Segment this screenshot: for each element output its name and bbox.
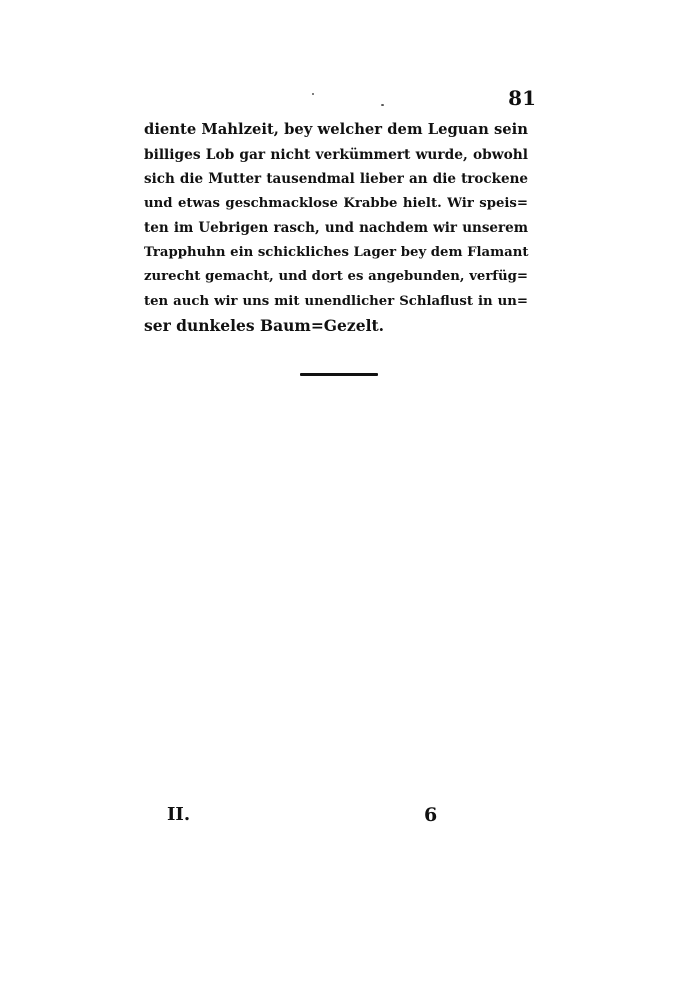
- text-line: ten im Uebrigen rasch, und nachdem wir unserem: [144, 220, 528, 236]
- text-line: billiges Lob gar nicht verkümmert wurde, obwohl: [144, 146, 528, 163]
- page-number: 81: [508, 86, 536, 110]
- body-paragraph: [144, 118, 528, 339]
- text-line: ten auch wir uns mit unendlicher Schlaflust in un=: [144, 293, 528, 309]
- text-line: Trapphuhn ein schickliches Lager bey dem Flamant: [144, 244, 529, 260]
- text-line: diente Mahlzeit, bey welcher dem Leguan sein: [144, 121, 528, 138]
- ink-speck: [381, 104, 384, 106]
- text-line: zurecht gemacht, und dort es angebunden, verfüg=: [144, 269, 528, 284]
- section-end-rule: [300, 373, 378, 376]
- printer-signature: II.: [167, 804, 191, 825]
- ink-speck: [312, 93, 314, 95]
- sheet-number: 6: [424, 804, 438, 826]
- text-line: und etwas geschmacklose Krabbe hielt. Wir speis=: [144, 195, 528, 211]
- text-line: ser dunkeles Baum=Gezelt.: [144, 316, 385, 335]
- text-line: sich die Mutter tausendmal lieber an die trockene: [144, 171, 528, 187]
